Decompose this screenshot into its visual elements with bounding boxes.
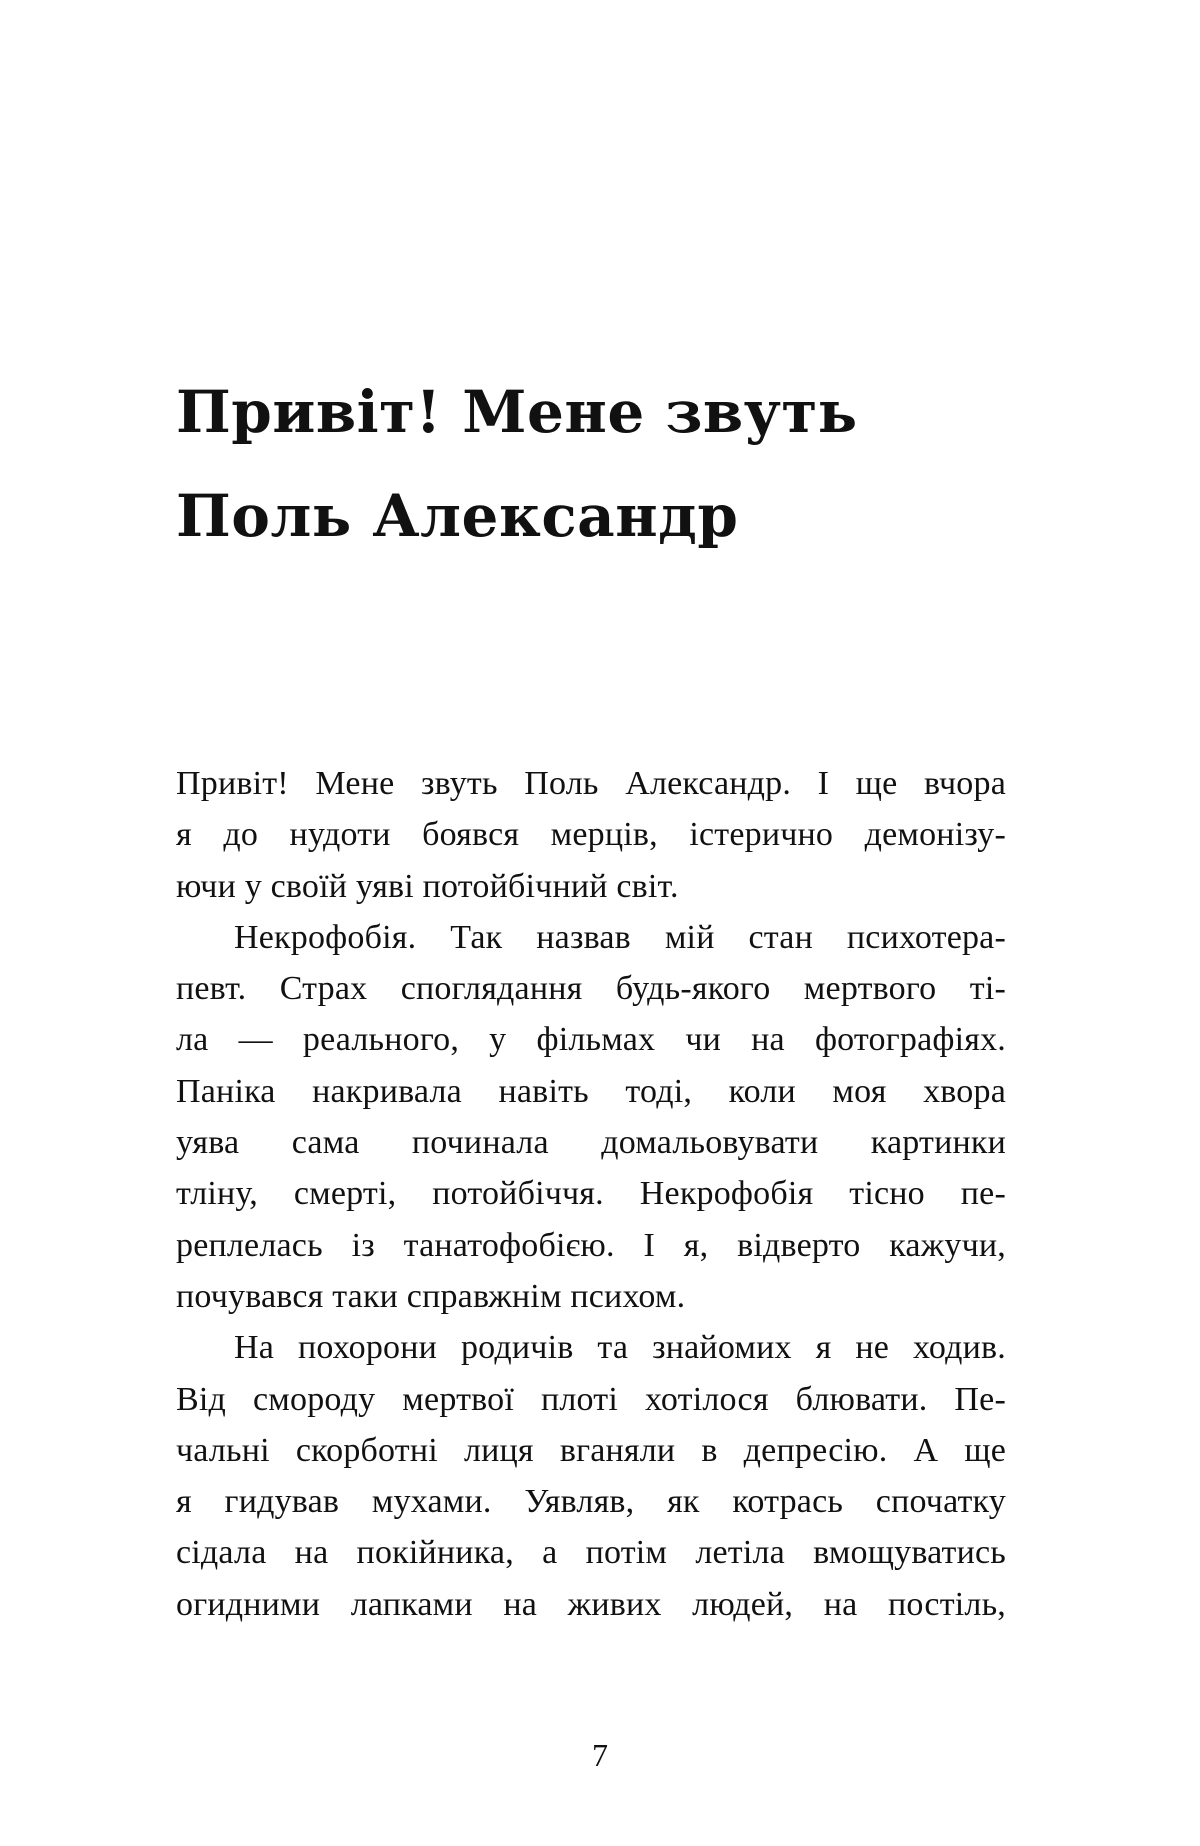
text-line: сідала на покійника, а потім летіла вмощуватись xyxy=(176,1534,1006,1572)
text-line: На похорони родичів та знайомих я не ходив. xyxy=(234,1329,1006,1367)
text-line: ючи у своїй уяві потойбічний світ. xyxy=(176,867,679,905)
text-line: певт. Страх споглядання будь-якого мертвого ті- xyxy=(176,970,1006,1008)
chapter-title-line: Привіт! Мене звуть xyxy=(176,378,858,446)
text-line: реплелась із танатофобією. І я, відверто кажучи, xyxy=(176,1226,1006,1264)
text-line: Некрофобія. Так назвав мій стан психотера- xyxy=(234,918,1006,956)
page-number: 7 xyxy=(592,1737,608,1773)
text-line: чальні скорботні лиця вганяли в депресію. А ще xyxy=(176,1431,1006,1469)
chapter-title xyxy=(176,360,1076,568)
text-line: я гидував мухами. Уявляв, як котрась спочатку xyxy=(176,1483,1006,1521)
text-line: Привіт! Мене звуть Поль Александр. І ще вчора xyxy=(176,765,1006,802)
text-line: уява сама починала домальовувати картинки xyxy=(176,1124,1006,1162)
text-line: я до нудоти боявся мерців, істерично демонізу- xyxy=(176,816,1006,854)
text-line: тліну, смерті, потойбіччя. Некрофобія тісно пе- xyxy=(176,1175,1006,1213)
text-line: огидними лапками на живих людей, на постіль, xyxy=(176,1585,1006,1623)
text-line: Від смороду мертвої плоті хотілося блювати. Пе- xyxy=(176,1380,1006,1418)
text-line: почувався таки справжнім психом. xyxy=(176,1277,686,1315)
text-line: ла — реального, у фільмах чи на фотографіях. xyxy=(176,1021,1006,1059)
chapter-title-line: Поль Александр xyxy=(176,482,739,550)
text-line: Паніка накривала навіть тоді, коли моя хвора xyxy=(176,1072,1006,1110)
body-text xyxy=(176,758,1006,1630)
